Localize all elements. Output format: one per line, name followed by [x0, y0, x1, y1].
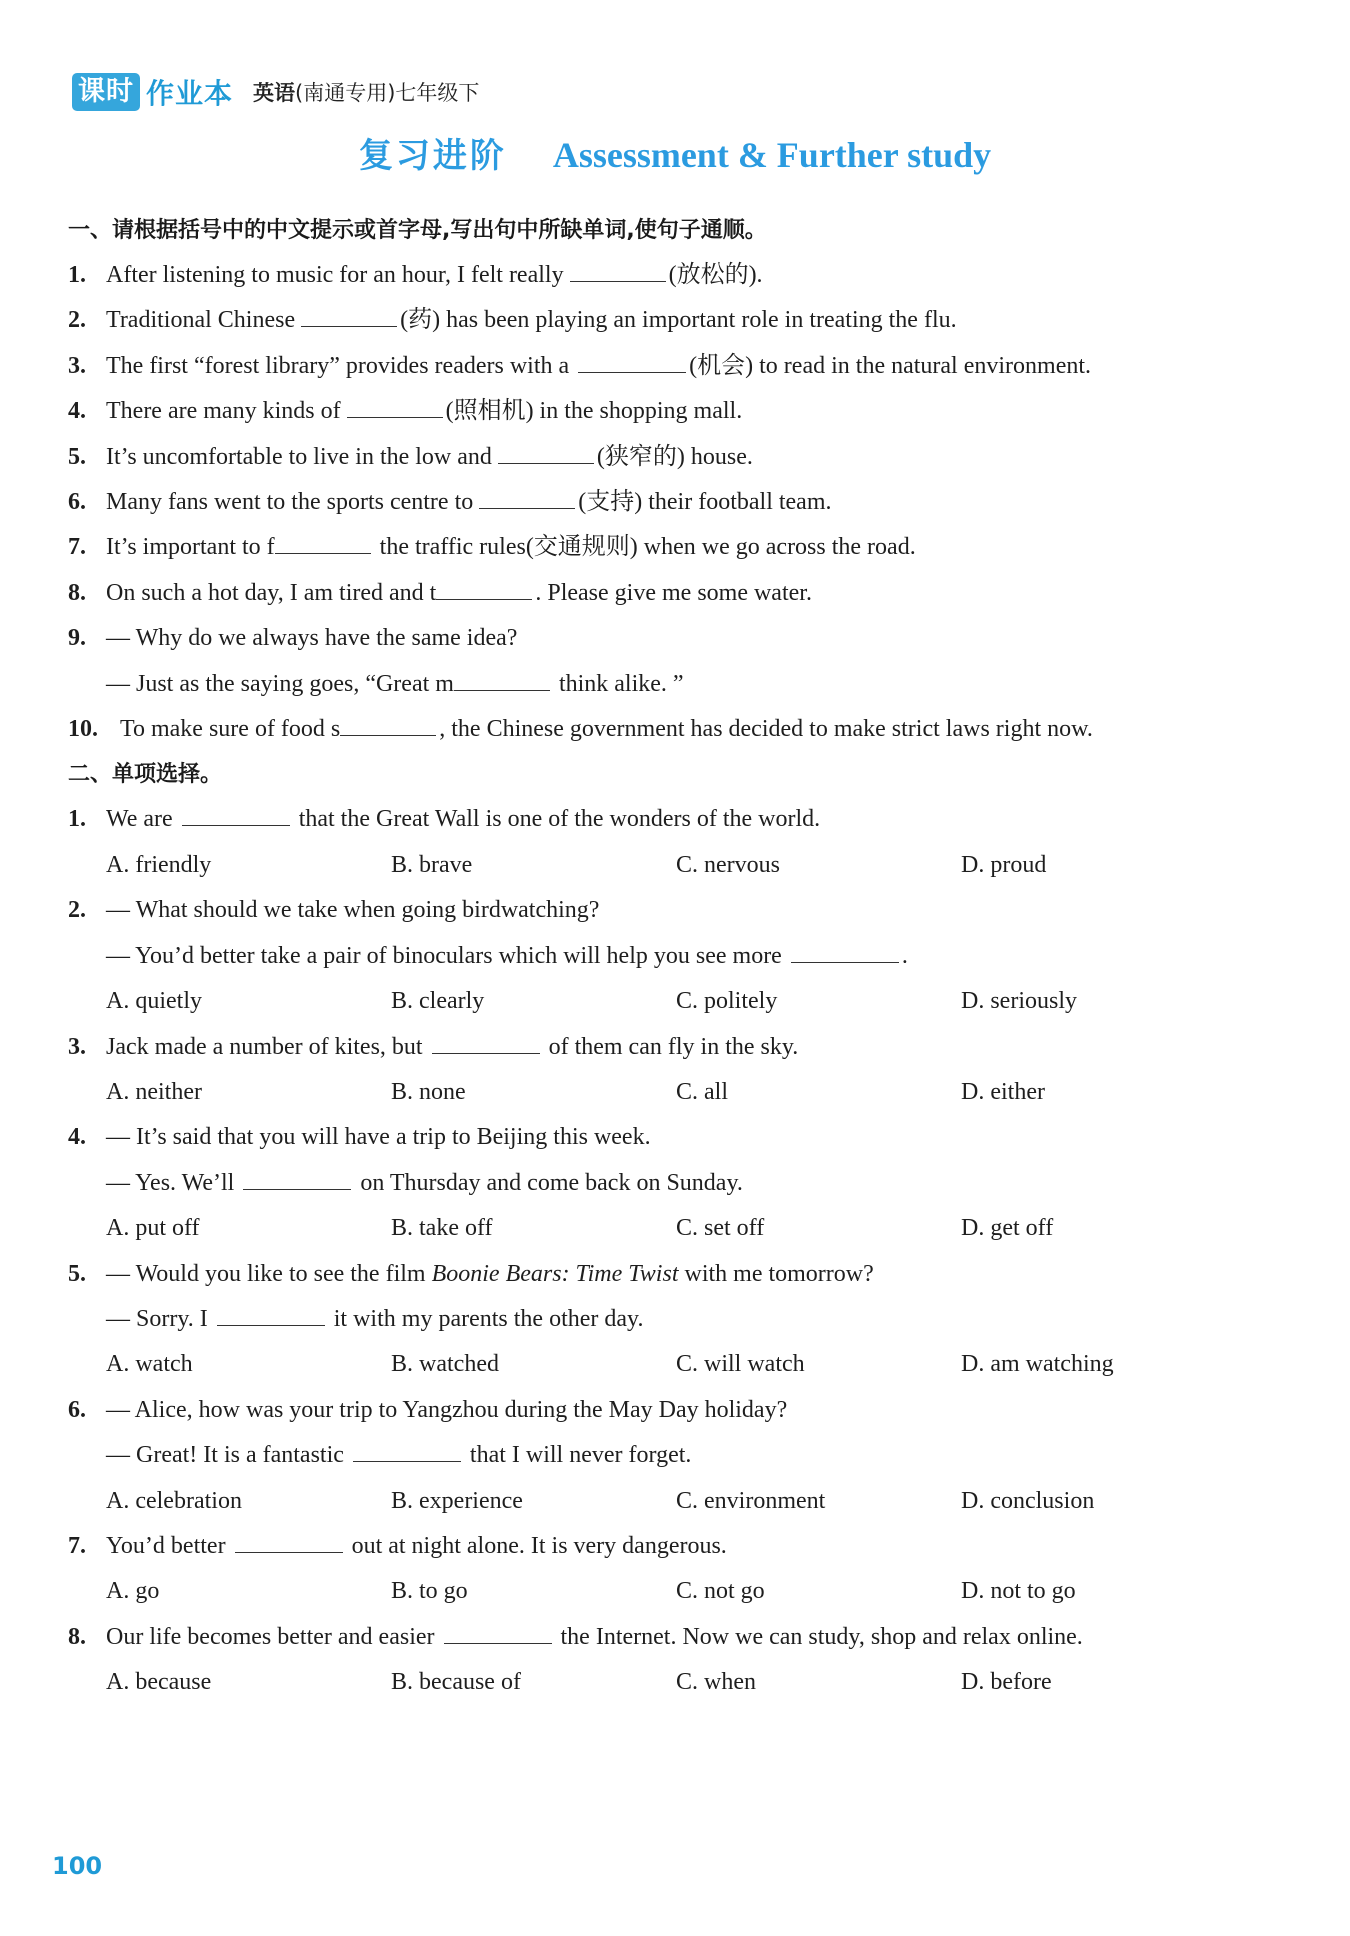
- option-a[interactable]: A. neither: [106, 1078, 202, 1105]
- option-d[interactable]: D. get off: [961, 1215, 1054, 1242]
- s2-question-2: 2. — What should we take when going birdwatching?: [68, 897, 600, 924]
- s1-question-4: 4. There are many kinds of (照相机) in the shopping mall.: [68, 389, 1248, 434]
- s2-question-7: 7. You’d better out at night alone. It is very dangerous.: [68, 1524, 1248, 1569]
- s2-question-4: 4. — It’s said that you will have a trip to Beijing this week.: [68, 1124, 651, 1151]
- answer-blank[interactable]: [353, 1439, 461, 1462]
- option-d[interactable]: D. proud: [961, 851, 1047, 878]
- s2-question-6: 6. — Alice, how was your trip to Yangzhou during the May Day holiday?: [68, 1396, 788, 1423]
- answer-blank[interactable]: [235, 1530, 343, 1553]
- option-c[interactable]: C. not go: [676, 1578, 765, 1605]
- page-number: 100: [52, 1852, 103, 1880]
- s2-q4-options: [68, 1206, 1248, 1251]
- page-title: [0, 128, 1350, 183]
- answer-blank[interactable]: [791, 940, 899, 963]
- title-en: Assessment & Further study: [552, 135, 992, 175]
- section2-heading: 二、单项选择。: [68, 762, 223, 788]
- option-b[interactable]: B. because of: [391, 1669, 521, 1696]
- logo-text: 作业本: [146, 77, 234, 110]
- answer-blank[interactable]: [217, 1303, 325, 1326]
- s1-question-10: 10. To make sure of food s , the Chinese government has decided to make strict laws right now.: [68, 707, 1248, 752]
- answer-blank[interactable]: [243, 1167, 351, 1190]
- option-d[interactable]: D. not to go: [961, 1578, 1076, 1605]
- title-zh: 复习进阶: [358, 136, 507, 176]
- option-a[interactable]: A. friendly: [106, 851, 212, 878]
- s2-q5-options: [68, 1342, 1248, 1387]
- option-b[interactable]: B. none: [391, 1078, 466, 1105]
- s2-question-8: 8. Our life becomes better and easier the Internet. Now we can study, shop and relax online.: [68, 1615, 1248, 1660]
- answer-blank[interactable]: [347, 395, 443, 418]
- s2-question-3: 3. Jack made a number of kites, but of them can fly in the sky.: [68, 1025, 1248, 1070]
- option-b[interactable]: B. take off: [391, 1215, 493, 1242]
- s1-question-1: 1. After listening to music for an hour, I felt really (放松的).: [68, 253, 1248, 298]
- s2-q3-options: [68, 1070, 1248, 1115]
- s1-question-3: 3. The first “forest library” provides readers with a (机会) to read in the natural environment.: [68, 344, 1248, 389]
- option-c[interactable]: C. environment: [676, 1487, 826, 1514]
- s1-question-9-reply: — Just as the saying goes, “Great m think alike. ”: [68, 662, 1248, 707]
- subject-sub: (南通专用)七年级下: [295, 81, 480, 105]
- option-d[interactable]: D. conclusion: [961, 1487, 1095, 1514]
- option-c[interactable]: C. nervous: [676, 851, 780, 878]
- answer-blank[interactable]: [444, 1621, 552, 1644]
- film-title: Boonie Bears: Time Twist: [431, 1260, 679, 1287]
- s2-question-5-reply: — Sorry. I it with my parents the other day.: [68, 1297, 1248, 1342]
- option-c[interactable]: C. all: [676, 1078, 728, 1105]
- s2-q1-options: [68, 843, 1248, 888]
- answer-blank[interactable]: [498, 441, 594, 464]
- option-a[interactable]: A. celebration: [106, 1487, 242, 1514]
- option-c[interactable]: C. will watch: [676, 1351, 805, 1378]
- s2-q7-options: [68, 1569, 1248, 1614]
- answer-blank[interactable]: [578, 350, 686, 373]
- option-d[interactable]: D. am watching: [961, 1351, 1114, 1378]
- option-b[interactable]: B. clearly: [391, 988, 485, 1015]
- option-b[interactable]: B. to go: [391, 1578, 468, 1605]
- option-d[interactable]: D. before: [961, 1669, 1052, 1696]
- worksheet-content: [68, 208, 1248, 1706]
- option-b[interactable]: B. brave: [391, 851, 473, 878]
- subject-main: 英语: [253, 81, 296, 105]
- option-a[interactable]: A. because: [106, 1669, 212, 1696]
- s2-question-1: 1. We are that the Great Wall is one of the wonders of the world.: [68, 797, 1248, 842]
- answer-blank[interactable]: [479, 486, 575, 509]
- option-a[interactable]: A. quietly: [106, 988, 202, 1015]
- option-c[interactable]: C. set off: [676, 1215, 765, 1242]
- header: [72, 72, 479, 112]
- answer-blank[interactable]: [275, 531, 371, 554]
- option-a[interactable]: A. go: [106, 1578, 160, 1605]
- s2-q2-options: [68, 979, 1248, 1024]
- answer-blank[interactable]: [454, 668, 550, 691]
- s1-question-6: 6. Many fans went to the sports centre to (支持) their football team.: [68, 480, 1248, 525]
- option-d[interactable]: D. either: [961, 1078, 1045, 1105]
- s2-question-4-reply: — Yes. We’ll on Thursday and come back on Sunday.: [68, 1161, 1248, 1206]
- answer-blank[interactable]: [436, 577, 532, 600]
- option-b[interactable]: B. watched: [391, 1351, 499, 1378]
- option-a[interactable]: A. put off: [106, 1215, 200, 1242]
- s2-q8-options: [68, 1660, 1248, 1705]
- logo-badge: 课时: [72, 73, 140, 111]
- answer-blank[interactable]: [570, 259, 666, 282]
- answer-blank[interactable]: [340, 713, 436, 736]
- option-a[interactable]: A. watch: [106, 1351, 193, 1378]
- s2-question-2-reply: — You’d better take a pair of binoculars which will help you see more .: [68, 934, 1248, 979]
- answer-blank[interactable]: [301, 304, 397, 327]
- answer-blank[interactable]: [182, 803, 290, 826]
- option-b[interactable]: B. experience: [391, 1487, 523, 1514]
- s2-question-6-reply: — Great! It is a fantastic that I will never forget.: [68, 1433, 1248, 1478]
- s1-question-2: 2. Traditional Chinese (药) has been playing an important role in treating the flu.: [68, 298, 1248, 343]
- s1-question-5: 5. It’s uncomfortable to live in the low and (狭窄的) house.: [68, 435, 1248, 480]
- option-d[interactable]: D. seriously: [961, 988, 1077, 1015]
- s2-q6-options: [68, 1479, 1248, 1524]
- s1-question-8: 8. On such a hot day, I am tired and t . Please give me some water.: [68, 571, 1248, 616]
- option-c[interactable]: C. when: [676, 1669, 756, 1696]
- s1-question-7: 7. It’s important to f the traffic rules(交通规则) when we go across the road.: [68, 525, 1248, 570]
- s2-question-5: 5. — Would you like to see the film Boonie Bears: Time Twist with me tomorrow?: [68, 1260, 874, 1287]
- answer-blank[interactable]: [432, 1031, 540, 1054]
- subject-label: [253, 77, 479, 107]
- option-c[interactable]: C. politely: [676, 988, 778, 1015]
- section1-heading: 一、请根据括号中的中文提示或首字母,写出句中所缺单词,使句子通顺。: [68, 218, 767, 243]
- s1-question-9: 9. — Why do we always have the same idea?: [68, 625, 518, 652]
